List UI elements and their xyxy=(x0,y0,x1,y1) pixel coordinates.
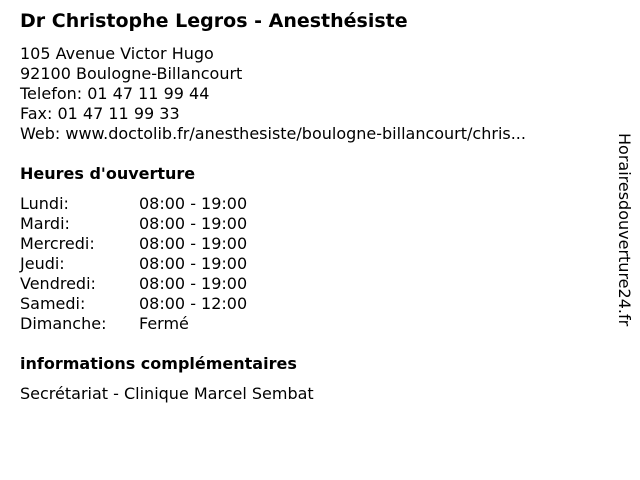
info-heading: informations complémentaires xyxy=(20,354,297,373)
hours-row-tuesday xyxy=(20,214,247,234)
day-label: Mardi: xyxy=(20,214,70,233)
time-value: 08:00 - 19:00 xyxy=(139,214,248,233)
city-address: 92100 Boulogne-Billancourt xyxy=(20,64,243,83)
time-value: 08:00 - 12:00 xyxy=(139,294,248,313)
street-address: 105 Avenue Victor Hugo xyxy=(20,44,214,63)
hours-row-thursday xyxy=(20,254,247,274)
info-text: Secrétariat - Clinique Marcel Sembat xyxy=(20,384,314,403)
day-label: Samedi: xyxy=(20,294,86,313)
time-value: 08:00 - 19:00 xyxy=(139,234,248,253)
fax-number: Fax: 01 47 11 99 33 xyxy=(20,104,180,123)
hours-row-sunday xyxy=(20,314,247,334)
day-label: Jeudi: xyxy=(20,254,65,273)
website-link[interactable]: Web: www.doctolib.fr/anesthesiste/boulogne-billancourt/chris... xyxy=(20,124,526,143)
site-watermark: Horairesdouverture24.fr xyxy=(615,133,634,327)
hours-row-saturday xyxy=(20,294,247,314)
time-value: 08:00 - 19:00 xyxy=(139,194,248,213)
day-label: Mercredi: xyxy=(20,234,95,253)
day-label: Vendredi: xyxy=(20,274,96,293)
time-value: 08:00 - 19:00 xyxy=(139,274,248,293)
time-value: Fermé xyxy=(139,314,189,333)
hours-heading: Heures d'ouverture xyxy=(20,164,196,183)
hours-row-friday xyxy=(20,274,247,294)
hours-row-monday xyxy=(20,194,247,214)
day-label: Dimanche: xyxy=(20,314,107,333)
time-value: 08:00 - 19:00 xyxy=(139,254,248,273)
opening-hours-table xyxy=(20,194,247,334)
hours-row-wednesday xyxy=(20,234,247,254)
address-block xyxy=(20,44,526,144)
day-label: Lundi: xyxy=(20,194,69,213)
page-title: Dr Christophe Legros - Anesthésiste xyxy=(20,10,408,32)
phone-number: Telefon: 01 47 11 99 44 xyxy=(20,84,210,103)
